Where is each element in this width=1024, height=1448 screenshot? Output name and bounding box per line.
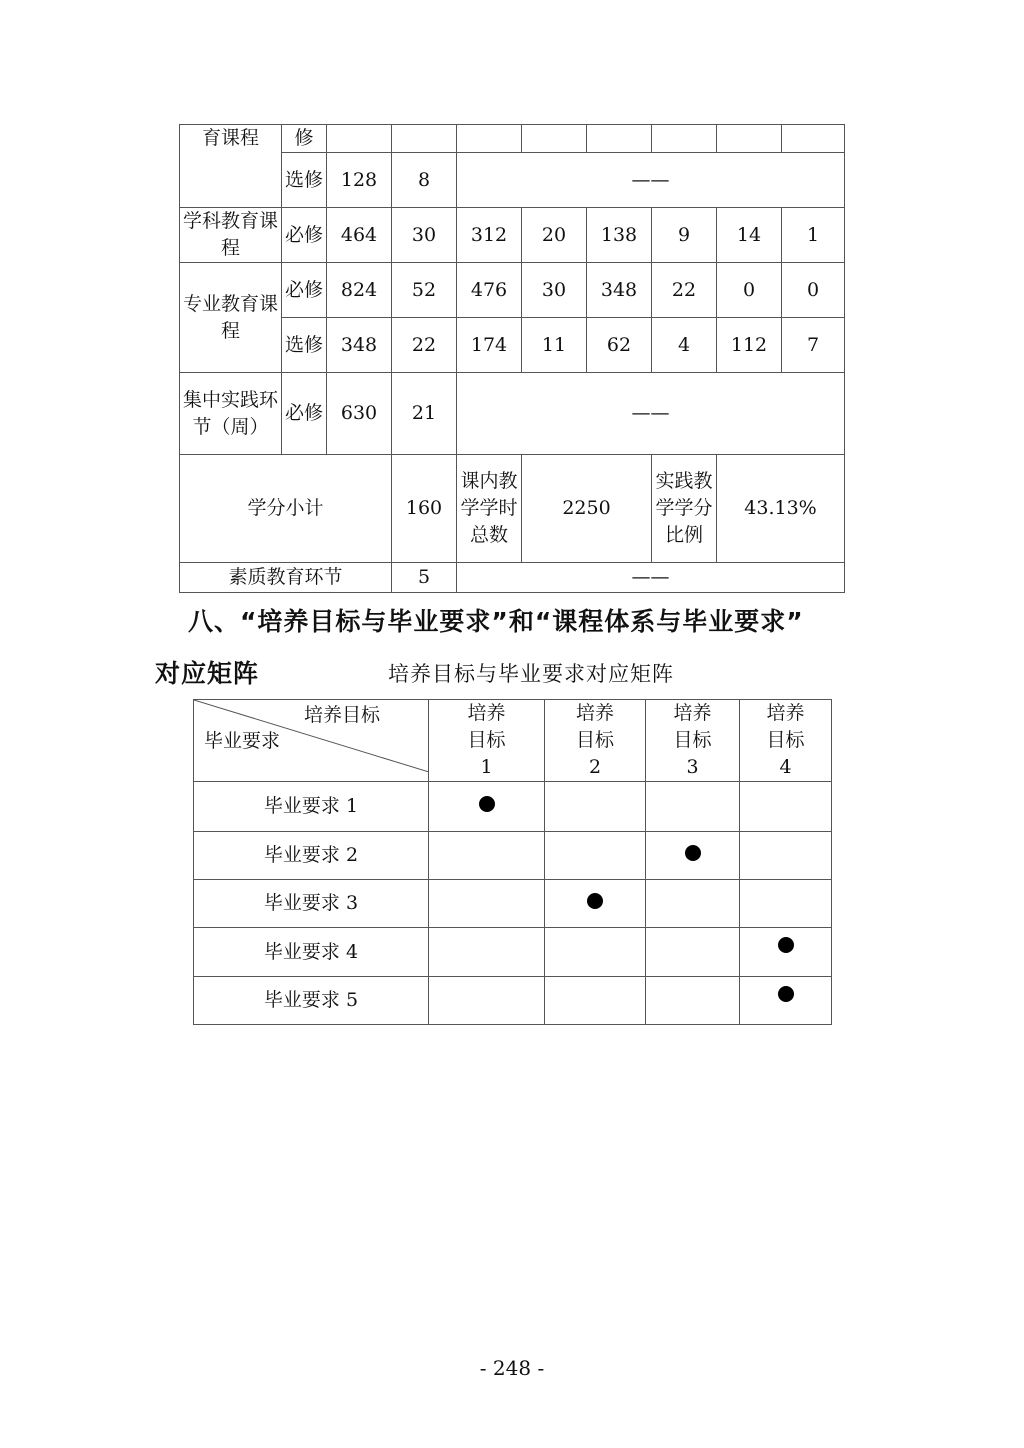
requirement-label: 毕业要求 5: [194, 977, 429, 1025]
matrix-cell: [545, 977, 646, 1025]
credits-table: [179, 124, 845, 593]
table-row: [180, 455, 845, 563]
value-cell: 62: [587, 318, 652, 373]
category-cell: 育课程: [180, 125, 282, 208]
value-cell: 824: [327, 263, 392, 318]
matrix-row: [194, 928, 832, 977]
matrix-cell: [646, 977, 740, 1025]
section-heading-continued: 对应矩阵: [155, 659, 260, 688]
matrix-cell: [646, 832, 740, 880]
corner-bottom-label: 毕业要求: [204, 730, 281, 752]
value-cell: 464: [327, 208, 392, 263]
dash-cell: ——: [457, 153, 845, 208]
value-cell: 21: [392, 373, 457, 455]
correspondence-dot: [778, 937, 794, 953]
value-cell: 630: [327, 373, 392, 455]
matrix-cell: [545, 832, 646, 880]
value-cell: 348: [587, 263, 652, 318]
goal-requirement-matrix: [193, 699, 832, 1025]
hours-label: 课内教学学时总数: [457, 455, 522, 563]
quality-credits: 5: [392, 563, 457, 593]
matrix-cell: [740, 977, 832, 1025]
table-caption: 培养目标与毕业要求对应矩阵: [388, 662, 674, 686]
value-cell: 7: [782, 318, 845, 373]
value-cell: 4: [652, 318, 717, 373]
matrix-row: [194, 977, 832, 1025]
table-row: [180, 263, 845, 318]
type-cell: 选修: [282, 318, 327, 373]
matrix-cell: [646, 880, 740, 928]
value-cell: 476: [457, 263, 522, 318]
corner-cell: [194, 700, 429, 782]
matrix-row: [194, 782, 832, 832]
value-cell: 30: [392, 208, 457, 263]
value-cell: 112: [717, 318, 782, 373]
category-cell: 专业教育课程: [180, 263, 282, 373]
value-cell: 52: [392, 263, 457, 318]
type-cell: 必修: [282, 263, 327, 318]
hours-value: 2250: [522, 455, 652, 563]
matrix-cell: [740, 928, 832, 977]
correspondence-dot: [587, 893, 603, 909]
type-cell: 必修: [282, 208, 327, 263]
value-cell: 22: [652, 263, 717, 318]
value-cell: 20: [522, 208, 587, 263]
value-cell: 11: [522, 318, 587, 373]
matrix-cell: [545, 880, 646, 928]
value-cell: 348: [327, 318, 392, 373]
requirement-label: 毕业要求 2: [194, 832, 429, 880]
goal-header: 培养目标 1: [429, 700, 545, 782]
value-cell: 174: [457, 318, 522, 373]
matrix-cell: [545, 928, 646, 977]
value-cell: 22: [392, 318, 457, 373]
matrix-row: [194, 880, 832, 928]
correspondence-dot: [479, 796, 495, 812]
matrix-cell: [545, 782, 646, 832]
goal-header: 培养目标 3: [646, 700, 740, 782]
matrix-header-row: [194, 700, 832, 782]
category-cell: 学科教育课程: [180, 208, 282, 263]
table-row: [180, 208, 845, 263]
page-number: - 248 -: [479, 1356, 545, 1380]
matrix-cell: [740, 880, 832, 928]
value-cell: 14: [717, 208, 782, 263]
value-cell: 128: [327, 153, 392, 208]
value-cell: 30: [522, 263, 587, 318]
type-cell: 修: [282, 125, 327, 153]
matrix-cell: [429, 880, 545, 928]
value-cell: 138: [587, 208, 652, 263]
goal-header: 培养目标 4: [740, 700, 832, 782]
summary-label: 学分小计: [180, 455, 392, 563]
matrix-cell: [429, 977, 545, 1025]
dash-cell: ——: [457, 563, 845, 593]
ratio-value: 43.13%: [717, 455, 845, 563]
correspondence-dot: [685, 845, 701, 861]
matrix-row: [194, 832, 832, 880]
matrix-cell: [646, 782, 740, 832]
requirement-label: 毕业要求 1: [194, 782, 429, 832]
correspondence-dot: [778, 986, 794, 1002]
corner-top-label: 培养目标: [303, 704, 380, 726]
table-row: [180, 563, 845, 593]
table-row: [180, 125, 845, 153]
value-cell: 0: [782, 263, 845, 318]
section-heading: 八、“培养目标与毕业要求”和“课程体系与毕业要求”: [188, 607, 804, 636]
value-cell: 312: [457, 208, 522, 263]
value-cell: 9: [652, 208, 717, 263]
requirement-label: 毕业要求 3: [194, 880, 429, 928]
matrix-cell: [429, 782, 545, 832]
matrix-cell: [646, 928, 740, 977]
table-row: [180, 373, 845, 455]
value-cell: 8: [392, 153, 457, 208]
summary-credits: 160: [392, 455, 457, 563]
matrix-cell: [740, 782, 832, 832]
value-cell: 1: [782, 208, 845, 263]
type-cell: 选修: [282, 153, 327, 208]
matrix-cell: [740, 832, 832, 880]
value-cell: 0: [717, 263, 782, 318]
ratio-label: 实践教学学分比例: [652, 455, 717, 563]
matrix-cell: [429, 928, 545, 977]
quality-label: 素质教育环节: [180, 563, 392, 593]
category-cell: 集中实践环节（周）: [180, 373, 282, 455]
requirement-label: 毕业要求 4: [194, 928, 429, 977]
matrix-cell: [429, 832, 545, 880]
type-cell: 必修: [282, 373, 327, 455]
dash-cell: ——: [457, 373, 845, 455]
goal-header: 培养目标 2: [545, 700, 646, 782]
